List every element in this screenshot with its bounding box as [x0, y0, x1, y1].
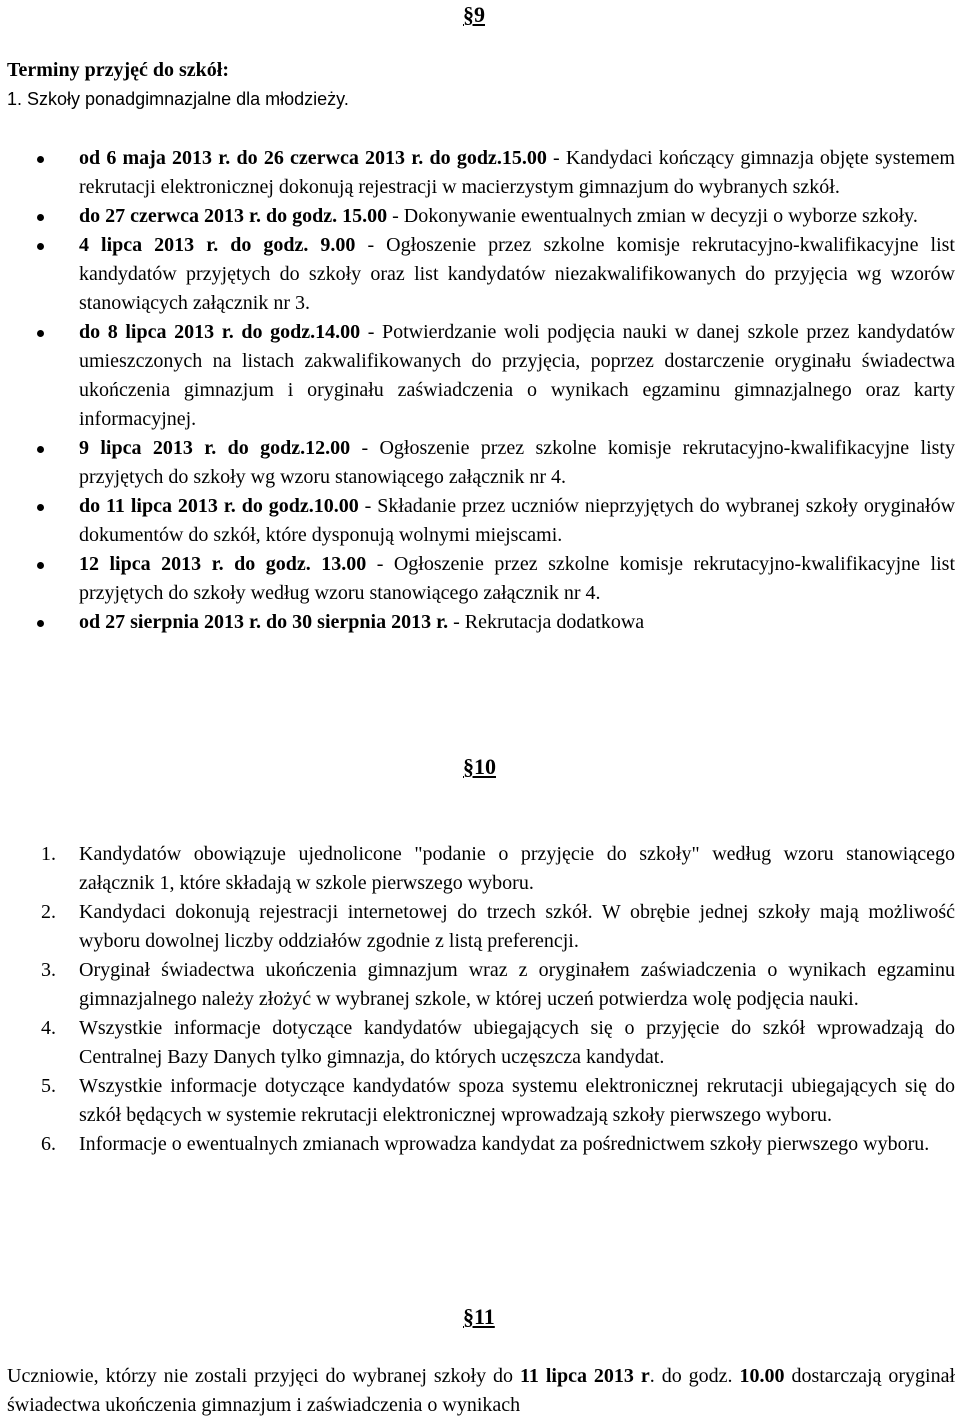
schedule-date: od 6 maja 2013 r. do 26 czerwca 2013 r. do godz.15.00	[79, 147, 547, 169]
list-item	[7, 434, 955, 492]
schedule-text: - Dokonywanie ewentualnych zmian w decyzji o wyborze szkoły.	[387, 205, 918, 227]
schedule-date: do 27 czerwca 2013 r. do godz. 15.00	[79, 205, 388, 227]
list-item	[7, 608, 955, 637]
list-item	[7, 550, 955, 608]
bullet-icon	[37, 504, 44, 511]
list-item	[7, 144, 955, 202]
section-heading-10: §10	[463, 754, 496, 779]
rules-list	[7, 840, 955, 1159]
final-text-3: dostarczają oryginał świadectwa ukończenia gimnazjum i zaświadczenia o wynikach	[7, 1365, 955, 1416]
item-text: Kandydatów obowiązuje ujednolicone "podanie o przyjęcie do szkoły" według wzoru stanowiącego załącznik 1, które składają w szkole pierwszego wyboru.	[79, 843, 955, 894]
schedule-list	[7, 144, 955, 637]
schedule-text: - Ogłoszenie przez szkolne komisje rekrutacyjno-kwalifikacyjne list przyjętych do szkoły według wzoru stanowiącego załącznik nr 4.	[79, 553, 955, 604]
final-paragraph	[7, 1362, 955, 1420]
final-date: 11 lipca 2013 r	[520, 1365, 650, 1387]
item-number: 3.	[41, 959, 56, 981]
schedule-date: 4 lipca 2013 r. do godz. 9.00	[79, 234, 356, 256]
bullet-icon	[37, 562, 44, 569]
list-item	[7, 1130, 955, 1159]
list-item	[7, 1072, 955, 1130]
item-number: 4.	[41, 1017, 56, 1039]
final-hour: 10.00	[739, 1365, 785, 1387]
schedule-date: od 27 sierpnia 2013 r. do 30 sierpnia 2013 r.	[79, 611, 449, 633]
document-subtitle: 1. Szkoły ponadgimnazjalne dla młodzieży.	[7, 89, 349, 109]
schedule-text: - Potwierdzanie woli podjęcia nauki w danej szkole przez kandydatów umieszczonych na listach zakwalifikowanych do przyjęcia, poprzez dostarczenie oryginału świadectwa ukończenia gimnazjum i oryginału zaświadczenia o wynikach egzaminu gimnazjalnego oraz karty informacyjnej.	[79, 321, 955, 430]
final-text-1: Uczniowie, którzy nie zostali przyjęci do wybranej szkoły do	[7, 1365, 520, 1387]
list-item	[7, 898, 955, 956]
section-heading-9: §9	[463, 2, 485, 27]
schedule-text: - Ogłoszenie przez szkolne komisje rekrutacyjno-kwalifikacyjne listy przyjętych do szkoły wg wzoru stanowiącego załącznik nr 4.	[79, 437, 955, 488]
schedule-date: 9 lipca 2013 r. do godz.12.00	[79, 437, 351, 459]
schedule-text: - Ogłoszenie przez szkolne komisje rekrutacyjno-kwalifikacyjne list kandydatów przyjętych do szkoły oraz list kandydatów niezakwalifikowanych do przyjęcia wg wzorów stanowiących załącznik nr 3.	[79, 234, 955, 314]
schedule-text: - Składanie przez uczniów nieprzyjętych do wybranej szkoły oryginałów dokumentów do szkół, które dysponują wolnymi miejscami.	[79, 495, 956, 546]
list-item	[7, 1014, 955, 1072]
item-number: 6.	[41, 1133, 56, 1155]
item-text: Oryginał świadectwa ukończenia gimnazjum wraz z oryginałem zaświadczenia o wynikach egzaminu gimnazjalnego należy złożyć w wybranej szkole, w której uczeń potwierdza wolę podjęcia nauki.	[79, 959, 955, 1010]
list-item	[7, 492, 955, 550]
schedule-date: do 8 lipca 2013 r. do godz.14.00	[79, 321, 361, 343]
list-item	[7, 231, 955, 318]
list-item	[7, 202, 955, 231]
bullet-icon	[37, 156, 44, 163]
item-number: 2.	[41, 901, 56, 923]
document-title: Terminy przyjęć do szkół:	[7, 59, 230, 81]
list-item	[7, 318, 955, 434]
bullet-icon	[37, 620, 44, 627]
schedule-date: do 11 lipca 2013 r. do godz.10.00	[79, 495, 359, 517]
bullet-icon	[37, 214, 44, 221]
final-text-2: . do godz.	[649, 1365, 740, 1387]
bullet-icon	[37, 446, 44, 453]
schedule-date: 12 lipca 2013 r. do godz. 13.00	[79, 553, 367, 575]
bullet-icon	[37, 243, 44, 250]
item-text: Informacje o ewentualnych zmianach wprowadza kandydat za pośrednictwem szkoły pierwszego wyboru.	[79, 1133, 930, 1155]
item-text: Wszystkie informacje dotyczące kandydatów spoza systemu elektronicznej rekrutacji ubiegających się do szkół będących w systemie rekrutacji elektronicznej wprowadzają szkoły pierwszego wyboru.	[79, 1075, 955, 1126]
item-number: 5.	[41, 1075, 56, 1097]
schedule-text: - Rekrutacja dodatkowa	[448, 611, 645, 633]
list-item	[7, 956, 955, 1014]
item-text: Wszystkie informacje dotyczące kandydatów ubiegających się o przyjęcie do szkół wprowadzają do Centralnej Bazy Danych tylko gimnazja, do których uczęszcza kandydat.	[79, 1017, 955, 1068]
item-number: 1.	[41, 843, 56, 865]
list-item	[7, 840, 955, 898]
item-text: Kandydaci dokonują rejestracji internetowej do trzech szkół. W obrębie jednej szkoły mają możliwość wyboru dowolnej liczby oddziałów zgodnie z listą preferencji.	[79, 901, 955, 952]
schedule-text: - Kandydaci kończący gimnazja objęte systemem rekrutacji elektronicznej dokonują rejestracji w macierzystym gimnazjum do wybranych szkół.	[79, 147, 955, 198]
intro-block	[7, 56, 947, 114]
bullet-icon	[37, 330, 44, 337]
section-heading-11: §11	[463, 1304, 495, 1329]
